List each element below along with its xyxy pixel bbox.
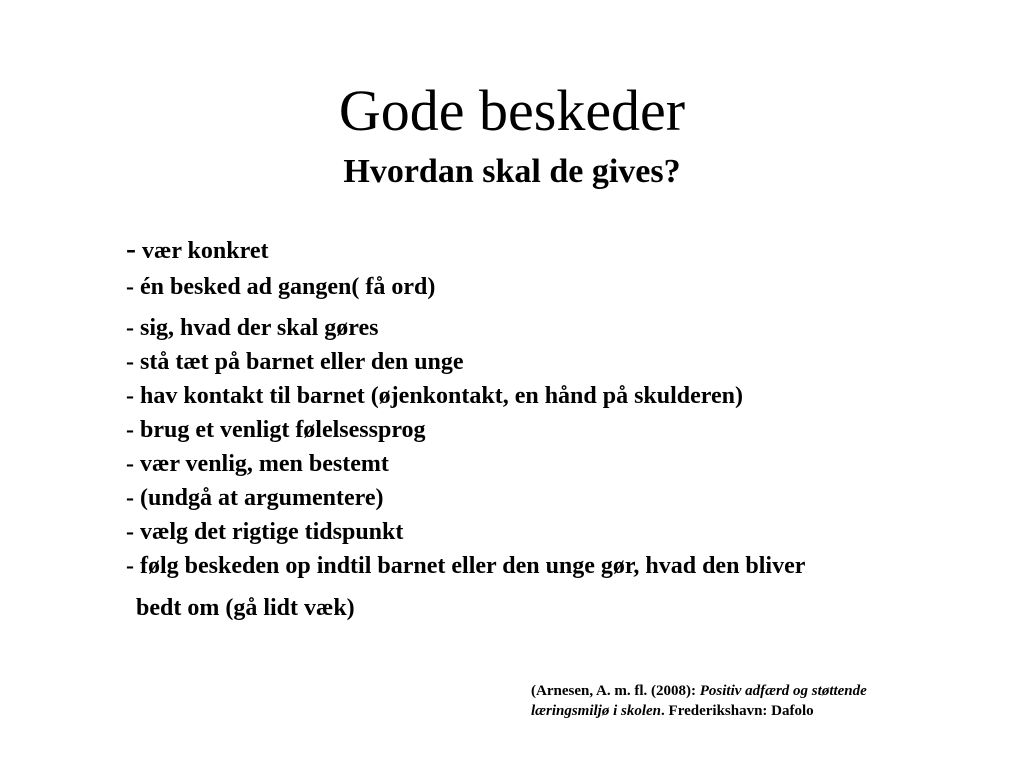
slide-subtitle: Hvordan skal de gives? — [343, 153, 681, 190]
bullet-item: - stå tæt på barnet eller den unge — [126, 349, 464, 375]
bullet-item: - vælg det rigtige tidspunkt — [126, 519, 404, 545]
bullet-item: - én besked ad gangen( få ord) — [126, 274, 436, 300]
bullet-dash: - — [126, 232, 136, 265]
bullet-item: - (undgå at argumentere) — [126, 485, 384, 511]
citation-title-part1: Positiv adfærd og støttende — [699, 683, 867, 699]
citation-prefix: (Arnesen, A. m. fl. (2008): — [531, 683, 700, 699]
bullet-text: vær konkret — [136, 238, 269, 264]
bullet-item: - brug et venligt følelsessprog — [126, 417, 426, 443]
citation — [531, 681, 991, 721]
citation-title-part2: læringsmiljø i skolen — [531, 703, 662, 719]
slide-title: Gode beskeder — [338, 78, 686, 143]
citation-publisher: . Frederikshavn: Dafolo — [661, 703, 814, 719]
bullet-item: - følg beskeden op indtil barnet eller den unge gør, hvad den bliver — [126, 553, 806, 579]
bullet-item: - sig, hvad der skal gøres — [126, 315, 379, 341]
bullet-item — [126, 234, 268, 266]
bullet-item: - hav kontakt til barnet (øjenkontakt, en hånd på skulderen) — [126, 383, 744, 409]
bullet-item-continuation: bedt om (gå lidt væk) — [136, 595, 355, 621]
bullet-item: - vær venlig, men bestemt — [126, 451, 389, 477]
